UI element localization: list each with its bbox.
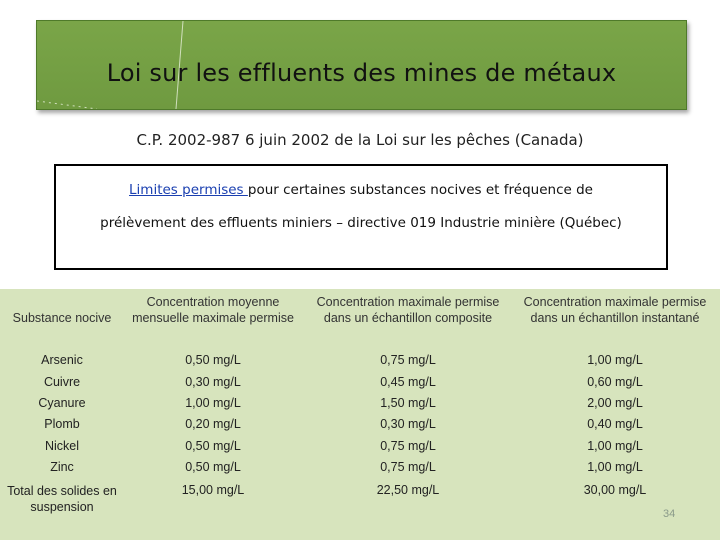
row-arsenic-grab: 1,00 mg/L xyxy=(587,353,643,367)
row-nickel-monthly: 0,50 mg/L xyxy=(185,439,241,453)
row-zinc-composite: 0,75 mg/L xyxy=(380,460,436,474)
row-zinc-monthly: 0,50 mg/L xyxy=(185,460,241,474)
limits-link[interactable]: Limites permises xyxy=(129,182,248,198)
row-cuivre-substance: Cuivre xyxy=(43,375,81,389)
row-zinc-substance: Zinc xyxy=(50,460,74,474)
notice-line-1 xyxy=(56,182,666,198)
row-cyanure-grab: 2,00 mg/L xyxy=(587,396,643,410)
row-tss-grab: 30,00 mg/L xyxy=(583,483,647,497)
row-plomb-grab: 0,40 mg/L xyxy=(587,417,643,431)
header-composite-sample: Concentration maximale permise dans un échantillon composite xyxy=(316,295,500,325)
row-arsenic-composite: 0,75 mg/L xyxy=(380,353,436,367)
row-arsenic-substance: Arsenic xyxy=(41,353,83,367)
row-zinc-grab: 1,00 mg/L xyxy=(587,460,643,474)
notice-line-2: prélèvement des effluents miniers – directive 019 Industrie minière (Québec) xyxy=(100,215,622,231)
row-cyanure-monthly: 1,00 mg/L xyxy=(185,396,241,410)
row-plomb-monthly: 0,20 mg/L xyxy=(185,417,241,431)
row-tss-substance: Total des solides en suspension xyxy=(7,484,117,514)
title-banner xyxy=(36,20,687,110)
header-grab-sample: Concentration maximale permise dans un échantillon instantané xyxy=(523,295,707,325)
slide-title: Loi sur les effluents des mines de métaux xyxy=(106,59,617,87)
row-nickel-composite: 0,75 mg/L xyxy=(380,439,436,453)
row-plomb-composite: 0,30 mg/L xyxy=(380,417,436,431)
page-number: 34 xyxy=(663,508,676,520)
row-plomb-substance: Plomb xyxy=(44,417,80,431)
row-tss-monthly: 15,00 mg/L xyxy=(181,483,245,497)
header-monthly-average: Concentration moyenne mensuelle maximale permise xyxy=(132,295,294,325)
notice-box xyxy=(54,164,668,270)
row-cuivre-composite: 0,45 mg/L xyxy=(380,375,436,389)
limits-table xyxy=(0,289,720,540)
row-nickel-substance: Nickel xyxy=(44,439,80,453)
row-cuivre-monthly: 0,30 mg/L xyxy=(185,375,241,389)
row-tss-composite: 22,50 mg/L xyxy=(376,483,440,497)
row-cyanure-substance: Cyanure xyxy=(38,396,86,410)
row-cuivre-grab: 0,60 mg/L xyxy=(587,375,643,389)
row-arsenic-monthly: 0,50 mg/L xyxy=(185,353,241,367)
row-cyanure-composite: 1,50 mg/L xyxy=(380,396,436,410)
row-nickel-grab: 1,00 mg/L xyxy=(587,439,643,453)
notice-line-1-text: pour certaines substances nocives et fréquence de xyxy=(247,182,593,198)
slide-subtitle: C.P. 2002-987 6 juin 2002 de la Loi sur les pêches (Canada) xyxy=(136,131,584,149)
header-substance: Substance nocive xyxy=(12,311,112,325)
